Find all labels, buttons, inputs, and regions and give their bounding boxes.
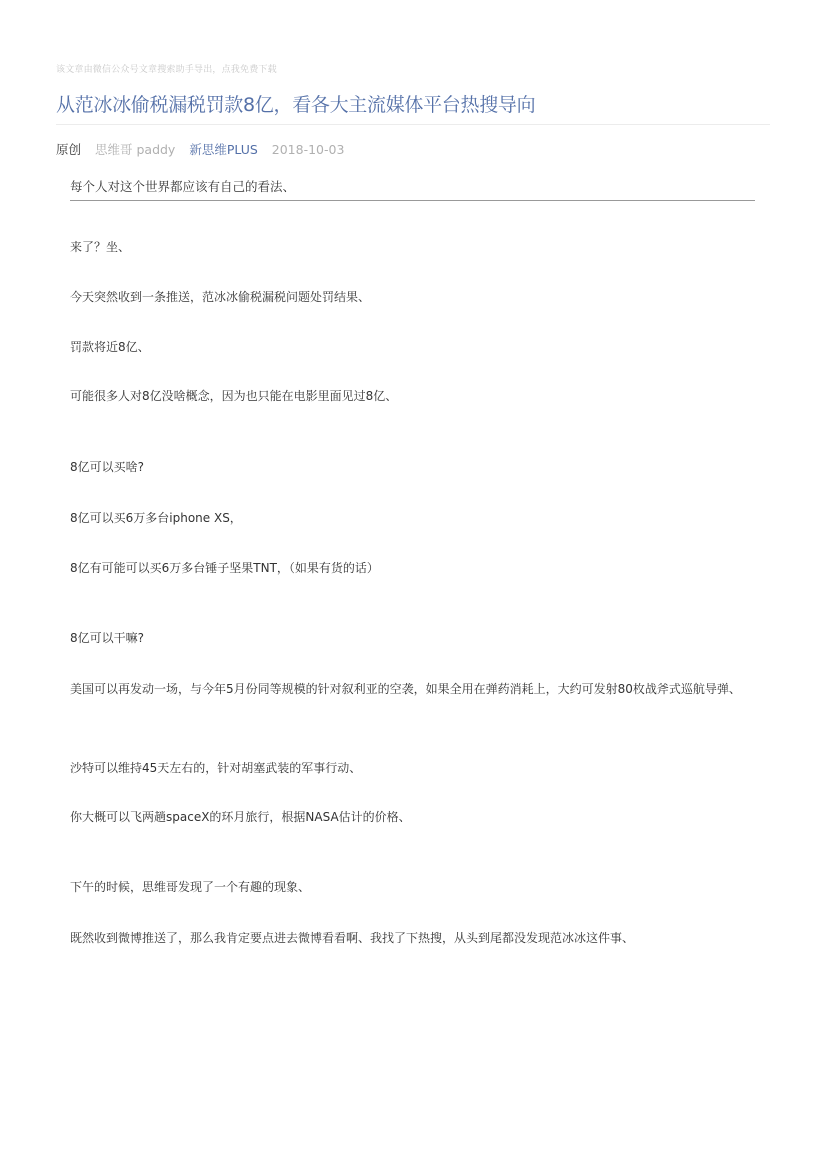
- author-name: 思维哥 paddy: [95, 142, 176, 157]
- original-badge: 原创: [56, 142, 82, 157]
- paragraph: 罚款将近8亿、: [70, 340, 150, 354]
- paragraph: 你大概可以飞两趟spaceX的环月旅行，根据NASA估计的价格、: [70, 810, 411, 824]
- publish-date: 2018-10-03: [271, 142, 345, 157]
- paragraph: 下午的时候，思维哥发现了一个有趣的现象、: [70, 880, 311, 894]
- article-title: 从范冰冰偷税漏税罚款8亿，看各大主流媒体平台热搜导向: [56, 94, 536, 116]
- paragraph: 可能很多人对8亿没啥概念，因为也只能在电影里面见过8亿、: [70, 389, 398, 403]
- paragraph: 今天突然收到一条推送，范冰冰偷税漏税问题处罚结果、: [70, 290, 371, 304]
- paragraph: 既然收到微博推送了，那么我肯定要点进去微博看看啊、我找了下热搜，从头到尾都没发现范冰冰这件事、: [70, 931, 635, 945]
- paragraph: 8亿可以买6万多台iphone XS，: [70, 511, 242, 525]
- paragraph: 来了？坐、: [70, 240, 131, 254]
- intro-text: 每个人对这个世界都应该有自己的看法、: [70, 179, 296, 194]
- account-link[interactable]: 新思维PLUS: [189, 142, 258, 157]
- article-meta: [56, 140, 354, 158]
- title-divider: [56, 124, 770, 125]
- paragraph: 沙特可以维持45天左右的，针对胡塞武装的军事行动、: [70, 761, 362, 775]
- paragraph: 8亿有可能可以买6万多台锤子坚果TNT，（如果有货的话）: [70, 561, 379, 575]
- paragraph: 美国可以再发动一场，与今年5月份同等规模的针对叙利亚的空袭，如果全用在弹药消耗上，大约可发射80枚战斧式巡航导弹、: [70, 682, 741, 696]
- paragraph: 8亿可以干嘛?: [70, 631, 145, 645]
- intro-divider: [70, 200, 755, 201]
- export-download-link[interactable]: 该文章由微信公众号文章搜索助手导出，点我免费下载: [56, 65, 277, 75]
- paragraph: 8亿可以买啥?: [70, 460, 145, 474]
